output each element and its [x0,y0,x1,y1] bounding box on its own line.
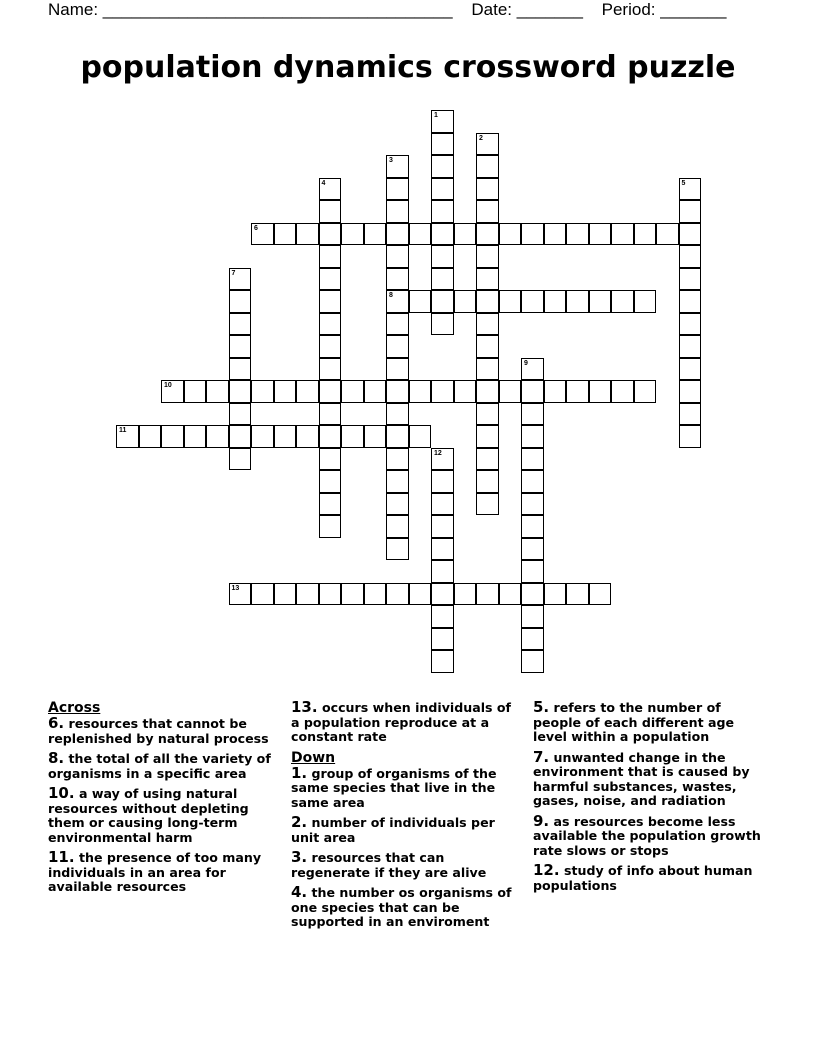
grid-cell[interactable] [229,583,252,606]
clue-item [291,815,523,845]
grid-cell[interactable] [544,223,567,246]
grid-cell[interactable] [499,380,522,403]
grid-cell[interactable] [319,335,342,358]
grid-cell[interactable] [386,358,409,381]
grid-cell[interactable] [499,583,522,606]
grid-cell[interactable] [206,380,229,403]
grid-cell[interactable] [521,425,544,448]
grid-cell[interactable] [431,583,454,606]
clue-item-number: 5. [533,698,550,716]
clue-item-text: group of organisms of the same species that live in the same area [291,765,497,810]
grid-cell[interactable] [679,335,702,358]
grid-cell[interactable] [679,290,702,313]
clue-number: 6 [254,224,258,232]
clues-column-2 [291,700,523,935]
grid-cell[interactable] [476,223,499,246]
clue-item-text: the presence of too many individuals in an area for available resources [48,850,262,894]
grid-cell[interactable] [521,538,544,561]
grid-cell[interactable] [566,583,589,606]
grid-cell[interactable] [409,223,432,246]
grid-cell[interactable] [364,223,387,246]
grid-cell[interactable] [634,290,657,313]
grid-cell[interactable] [431,178,454,201]
clue-item-text: occurs when individuals of a population reproduce at a constant rate [291,700,512,744]
grid-cell[interactable] [386,223,409,246]
grid-cell[interactable] [386,268,409,291]
grid-cell[interactable] [611,380,634,403]
grid-cell[interactable] [341,223,364,246]
grid-cell[interactable] [521,380,544,403]
grid-cell[interactable] [521,628,544,651]
grid-cell[interactable] [431,155,454,178]
clue-number: 11 [119,427,127,434]
clue-item [48,850,280,895]
grid-cell[interactable] [386,493,409,516]
grid-cell[interactable] [409,583,432,606]
date-field-label[interactable]: Date: _______ [471,0,583,19]
clue-item [533,811,765,859]
clue-item-number: 8. [48,749,65,767]
clue-item [291,850,523,880]
grid-cell[interactable] [319,448,342,471]
grid-cell[interactable] [679,223,702,246]
grid-cell[interactable] [589,380,612,403]
page-title: population dynamics crossword puzzle [80,50,736,85]
clue-item-number: 2. [291,813,308,831]
clue-item [291,763,523,811]
grid-cell[interactable] [476,268,499,291]
grid-cell[interactable] [476,470,499,493]
clue-item-number: 12. [533,861,560,879]
grid-cell[interactable] [431,290,454,313]
clue-item-number: 4. [291,883,308,901]
grid-cell[interactable] [386,200,409,223]
clue-number: 1 [434,112,438,119]
grid-cell[interactable] [679,380,702,403]
grid-cell[interactable] [184,425,207,448]
grid-cell[interactable] [476,245,499,268]
period-field-label[interactable]: Period: _______ [601,0,727,19]
grid-cell[interactable] [544,380,567,403]
grid-cell[interactable] [431,628,454,651]
grid-cell[interactable] [476,380,499,403]
grid-cell[interactable] [229,448,252,471]
grid-cell[interactable] [386,538,409,561]
grid-cell[interactable] [229,335,252,358]
grid-cell[interactable] [454,223,477,246]
grid-cell[interactable] [431,470,454,493]
grid-cell[interactable] [184,380,207,403]
grid-cell[interactable] [476,178,499,201]
grid-cell[interactable] [566,223,589,246]
grid-cell[interactable] [454,290,477,313]
grid-cell[interactable] [319,470,342,493]
grid-cell[interactable] [364,425,387,448]
grid-cell[interactable] [386,178,409,201]
grid-cell[interactable] [319,515,342,538]
grid-cell[interactable] [431,223,454,246]
clue-item-text: refers to the number of people of each different age level within a population [533,700,735,744]
grid-cell[interactable] [431,110,454,133]
grid-cell[interactable] [679,245,702,268]
grid-cell[interactable] [319,245,342,268]
clue-item [533,863,765,893]
grid-cell[interactable] [521,448,544,471]
grid-cell[interactable] [319,380,342,403]
grid-cell[interactable] [296,380,319,403]
grid-cell[interactable] [229,380,252,403]
grid-cell[interactable] [319,425,342,448]
grid-cell[interactable] [431,200,454,223]
grid-cell[interactable] [521,650,544,673]
grid-cell[interactable] [319,178,342,201]
grid-cell[interactable] [521,223,544,246]
grid-cell[interactable] [431,380,454,403]
clues-column-1 [48,700,280,900]
clue-number: 5 [681,179,686,187]
clue-item-number: 7. [533,747,550,766]
grid-cell[interactable] [476,155,499,178]
grid-cell[interactable] [229,268,252,291]
clue-item-number: 1. [291,763,308,782]
grid-cell[interactable] [386,470,409,493]
grid-cell[interactable] [251,583,274,606]
grid-cell[interactable] [319,268,342,291]
grid-cell[interactable] [679,425,702,448]
grid-cell[interactable] [341,583,364,606]
grid-cell[interactable] [161,380,184,403]
grid-cell[interactable] [386,313,409,336]
grid-cell[interactable] [386,425,409,448]
grid-cell[interactable] [476,425,499,448]
grid-cell[interactable] [274,583,297,606]
grid-cell[interactable] [319,313,342,336]
grid-cell[interactable] [116,425,139,448]
grid-cell[interactable] [364,583,387,606]
clue-item [291,885,523,930]
clue-number: 8 [389,292,393,299]
grid-cell[interactable] [476,335,499,358]
clue-item-number: 11. [48,848,75,866]
grid-cell[interactable] [319,358,342,381]
clue-item-text: resources that can regenerate if they are alive [291,850,487,880]
grid-cell[interactable] [679,313,702,336]
grid-cell[interactable] [476,493,499,516]
grid-cell[interactable] [679,178,702,201]
grid-cell[interactable] [274,223,297,246]
grid-cell[interactable] [229,403,252,426]
grid-cell[interactable] [431,650,454,673]
grid-cell[interactable] [386,448,409,471]
grid-cell[interactable] [589,583,612,606]
clue-item-number: 6. [48,714,65,732]
grid-cell[interactable] [229,425,252,448]
clue-number: 9 [524,359,528,367]
grid-cell[interactable] [566,290,589,313]
grid-cell[interactable] [431,493,454,516]
grid-cell[interactable] [521,358,544,381]
clue-number: 10 [164,382,172,389]
grid-cell[interactable] [229,313,252,336]
grid-cell[interactable] [409,425,432,448]
grid-cell[interactable] [634,380,657,403]
grid-cell[interactable] [251,425,274,448]
grid-cell[interactable] [521,583,544,606]
grid-cell[interactable] [589,290,612,313]
grid-cell[interactable] [589,223,612,246]
grid-cell[interactable] [206,425,229,448]
grid-cell[interactable] [161,425,184,448]
clue-item-text: the total of all the variety of organisms in a specific area [48,751,271,781]
clue-item [533,747,765,809]
grid-cell[interactable] [476,583,499,606]
clue-number: 2 [479,134,483,142]
grid-cell[interactable] [251,223,274,246]
grid-cell[interactable] [431,538,454,561]
clue-item-text: the number os organisms of one species that can be supported in an enviroment [291,885,512,929]
clue-item [48,786,280,845]
grid-cell[interactable] [319,583,342,606]
grid-cell[interactable] [521,560,544,583]
grid-cell[interactable] [679,403,702,426]
clue-item [48,751,280,781]
grid-cell[interactable] [521,470,544,493]
grid-cell[interactable] [521,290,544,313]
clue-item-text: unwanted change in the environment that is caused by harmful substances, wastes, gases, noise, and radiation [533,749,750,808]
grid-cell[interactable] [274,425,297,448]
grid-cell[interactable] [544,290,567,313]
down-heading: Down [291,749,336,766]
grid-cell[interactable] [611,223,634,246]
grid-cell[interactable] [296,223,319,246]
grid-cell[interactable] [364,380,387,403]
grid-cell[interactable] [476,403,499,426]
clue-item-text: as resources become less available the population growth rate slows or stops [533,813,761,858]
grid-cell[interactable] [611,290,634,313]
grid-cell[interactable] [431,560,454,583]
grid-cell[interactable] [251,380,274,403]
grid-cell[interactable] [319,290,342,313]
grid-cell[interactable] [386,335,409,358]
clue-item-number: 3. [291,848,308,866]
grid-cell[interactable] [544,583,567,606]
grid-cell[interactable] [296,583,319,606]
clue-item [48,716,280,746]
grid-cell[interactable] [319,403,342,426]
grid-cell[interactable] [476,200,499,223]
grid-cell[interactable] [386,403,409,426]
grid-cell[interactable] [341,425,364,448]
grid-cell[interactable] [634,223,657,246]
grid-cell[interactable] [229,358,252,381]
grid-cell[interactable] [521,605,544,628]
grid-cell[interactable] [499,290,522,313]
grid-cell[interactable] [386,515,409,538]
grid-cell[interactable] [274,380,297,403]
clue-item-number: 9. [533,811,550,830]
grid-cell[interactable] [319,223,342,246]
grid-cell[interactable] [454,380,477,403]
clue-number: 4 [321,179,326,187]
grid-cell[interactable] [679,200,702,223]
grid-cell[interactable] [386,245,409,268]
clue-item [533,700,765,745]
grid-cell[interactable] [431,448,454,471]
grid-cell[interactable] [521,493,544,516]
grid-cell[interactable] [319,493,342,516]
grid-cell[interactable] [521,515,544,538]
grid-cell[interactable] [431,133,454,156]
grid-cell[interactable] [521,403,544,426]
grid-cell[interactable] [431,605,454,628]
across-heading: Across [48,700,101,716]
grid-cell[interactable] [476,448,499,471]
clue-number: 13 [231,584,240,592]
grid-cell[interactable] [409,380,432,403]
clue-item-text: resources that cannot be replenished by natural process [48,716,269,746]
clue-item [291,700,523,745]
grid-cell[interactable] [476,290,499,313]
name-field-label[interactable]: Name: _____________________________________ [48,0,453,19]
clue-item-number: 10. [48,784,75,802]
grid-cell[interactable] [386,290,409,313]
grid-cell[interactable] [229,290,252,313]
grid-cell[interactable] [319,200,342,223]
grid-cell[interactable] [679,358,702,381]
clue-number: 12 [434,449,442,457]
grid-cell[interactable] [454,583,477,606]
clue-number: 7 [231,269,236,277]
clue-item-text: study of info about human populations [533,863,753,893]
grid-cell[interactable] [431,515,454,538]
grid-cell[interactable] [409,290,432,313]
clues-column-3 [533,700,765,898]
clue-number: 3 [389,157,393,164]
grid-cell[interactable] [679,268,702,291]
grid-cell[interactable] [386,155,409,178]
grid-cell[interactable] [566,380,589,403]
grid-cell[interactable] [431,245,454,268]
grid-cell[interactable] [476,313,499,336]
grid-cell[interactable] [341,380,364,403]
grid-cell[interactable] [431,268,454,291]
grid-cell[interactable] [499,223,522,246]
clue-item-text: a way of using natural resources without depleting them or causing long-term environmental harm [48,786,249,845]
clue-item-number: 13. [291,698,318,716]
grid-cell[interactable] [476,358,499,381]
grid-cell[interactable] [386,380,409,403]
grid-cell[interactable] [296,425,319,448]
grid-cell[interactable] [431,313,454,336]
grid-cell[interactable] [139,425,162,448]
clue-item-text: number of individuals per unit area [291,815,495,845]
grid-cell[interactable] [476,133,499,156]
grid-cell[interactable] [386,583,409,606]
grid-cell[interactable] [656,223,679,246]
